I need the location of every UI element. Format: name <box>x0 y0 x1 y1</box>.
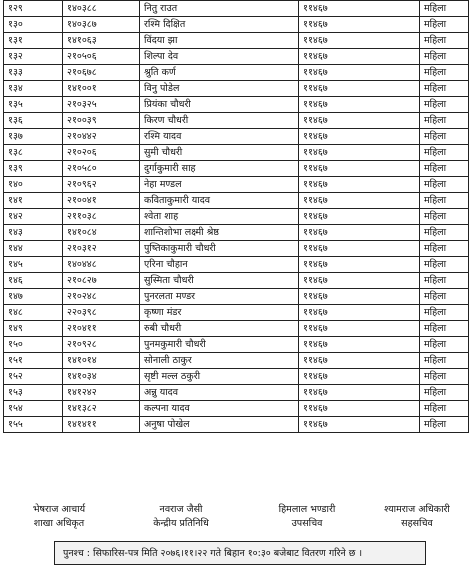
candidate-name-cell: कविताकुमारी यादव <box>140 193 299 209</box>
serial-number-cell: १४६ <box>4 273 63 289</box>
roll-number-cell: २१०९६२ <box>63 177 140 193</box>
category-cell: महिला <box>420 369 469 385</box>
table-row <box>4 369 469 385</box>
table-row <box>4 321 469 337</box>
serial-number-cell: १४८ <box>4 305 63 321</box>
candidate-name-cell: विनु पोडेल <box>140 81 299 97</box>
code-cell: ११४६७ <box>299 241 420 257</box>
code-cell: ११४६७ <box>299 81 420 97</box>
roll-number-cell: १४१०१४ <box>63 353 140 369</box>
candidate-table-body <box>4 1 469 433</box>
signature-title: केन्द्रीय प्रतिनिधि <box>153 518 209 529</box>
table-row <box>4 337 469 353</box>
serial-number-cell: १५० <box>4 337 63 353</box>
candidate-name-cell: श्वेता शाह <box>140 209 299 225</box>
category-cell: महिला <box>420 33 469 49</box>
category-cell: महिला <box>420 241 469 257</box>
signature-name: भेषराज आचार्य <box>32 504 86 515</box>
category-cell: महिला <box>420 273 469 289</box>
code-cell: ११४६७ <box>299 113 420 129</box>
signature-4 <box>362 503 472 531</box>
serial-number-cell: १४० <box>4 177 63 193</box>
candidate-name-cell: अनुषा पोखेल <box>140 417 299 433</box>
category-cell: महिला <box>420 193 469 209</box>
serial-number-cell: १५२ <box>4 369 63 385</box>
candidate-name-cell: पुनमकुमारी चौधरी <box>140 337 299 353</box>
code-cell: ११४६७ <box>299 209 420 225</box>
code-cell: ११४६७ <box>299 129 420 145</box>
signature-title: उपसचिव <box>291 518 323 529</box>
category-cell: महिला <box>420 417 469 433</box>
roll-number-cell: २१०४४२ <box>63 129 140 145</box>
serial-number-cell: १५४ <box>4 401 63 417</box>
table-row <box>4 33 469 49</box>
signature-block <box>0 503 474 535</box>
signature-name: नवराज जैसी <box>159 504 203 515</box>
candidate-name-cell: शान्तिशोभा लक्ष्मी श्रेष्ठ <box>140 225 299 241</box>
serial-number-cell: १३३ <box>4 65 63 81</box>
serial-number-cell: १४५ <box>4 257 63 273</box>
candidate-name-cell: नेहा मण्डल <box>140 177 299 193</box>
code-cell: ११४६७ <box>299 321 420 337</box>
table-row <box>4 305 469 321</box>
candidate-name-cell: नितु राउत <box>140 1 299 17</box>
table-row <box>4 225 469 241</box>
code-cell: ११४६७ <box>299 225 420 241</box>
code-cell: ११४६७ <box>299 417 420 433</box>
table-row <box>4 49 469 65</box>
code-cell: ११४६७ <box>299 305 420 321</box>
signature-3 <box>252 503 362 531</box>
code-cell: ११४६७ <box>299 65 420 81</box>
candidate-name-cell: पुष्तिकाकुमारी चौधरी <box>140 241 299 257</box>
signature-title: सहसचिव <box>401 518 433 529</box>
candidate-name-cell: रश्मि यादव <box>140 129 299 145</box>
candidate-name-cell: सुमी चौधरी <box>140 145 299 161</box>
candidate-name-cell: अन्नु यादव <box>140 385 299 401</box>
table-row <box>4 65 469 81</box>
serial-number-cell: १३० <box>4 17 63 33</box>
roll-number-cell: १४०३८७ <box>63 17 140 33</box>
roll-number-cell: १४१३८२ <box>63 401 140 417</box>
candidate-name-cell: विंदया झा <box>140 33 299 49</box>
candidate-name-cell: कल्पना यादव <box>140 401 299 417</box>
serial-number-cell: १३४ <box>4 81 63 97</box>
code-cell: ११४६७ <box>299 193 420 209</box>
table-row <box>4 209 469 225</box>
candidate-name-cell: कृष्णा मंडर <box>140 305 299 321</box>
signature-1 <box>14 503 104 531</box>
roll-number-cell: २१०३२५ <box>63 97 140 113</box>
category-cell: महिला <box>420 225 469 241</box>
code-cell: ११४६७ <box>299 97 420 113</box>
table-row <box>4 273 469 289</box>
table-row <box>4 241 469 257</box>
table-row <box>4 385 469 401</box>
roll-number-cell: १४१४११ <box>63 417 140 433</box>
category-cell: महिला <box>420 321 469 337</box>
candidate-name-cell: एरिना चौहान <box>140 257 299 273</box>
serial-number-cell: १४२ <box>4 209 63 225</box>
table-row <box>4 353 469 369</box>
table-row <box>4 161 469 177</box>
category-cell: महिला <box>420 113 469 129</box>
roll-number-cell: २१०६७८ <box>63 65 140 81</box>
candidate-name-cell: रुबी चौधरी <box>140 321 299 337</box>
table-row <box>4 81 469 97</box>
table-row <box>4 257 469 273</box>
signature-name: हिमलाल भण्डारी <box>278 504 336 515</box>
table-row <box>4 113 469 129</box>
category-cell: महिला <box>420 305 469 321</box>
candidate-name-cell: किरण चौधरी <box>140 113 299 129</box>
code-cell: ११४६७ <box>299 161 420 177</box>
serial-number-cell: १३९ <box>4 161 63 177</box>
code-cell: ११४६७ <box>299 289 420 305</box>
category-cell: महिला <box>420 177 469 193</box>
serial-number-cell: १५१ <box>4 353 63 369</box>
table-row <box>4 1 469 17</box>
serial-number-cell: १४७ <box>4 289 63 305</box>
code-cell: ११४६७ <box>299 17 420 33</box>
category-cell: महिला <box>420 49 469 65</box>
roll-number-cell: २१०५८० <box>63 161 140 177</box>
candidate-name-cell: शिल्पा देव <box>140 49 299 65</box>
roll-number-cell: १४१०८४ <box>63 225 140 241</box>
candidate-name-cell: पुनरलता मण्डर <box>140 289 299 305</box>
code-cell: ११४६७ <box>299 33 420 49</box>
serial-number-cell: १४९ <box>4 321 63 337</box>
category-cell: महिला <box>420 385 469 401</box>
candidate-name-cell: दुर्गाकुमारी साह <box>140 161 299 177</box>
category-cell: महिला <box>420 129 469 145</box>
candidate-table <box>3 0 469 433</box>
serial-number-cell: १३१ <box>4 33 63 49</box>
code-cell: ११४६७ <box>299 385 420 401</box>
candidate-name-cell: सुस्मिता चौधरी <box>140 273 299 289</box>
serial-number-cell: १५३ <box>4 385 63 401</box>
category-cell: महिला <box>420 161 469 177</box>
table-row <box>4 289 469 305</box>
code-cell: ११४६७ <box>299 49 420 65</box>
table-row <box>4 17 469 33</box>
serial-number-cell: १३७ <box>4 129 63 145</box>
code-cell: ११४६७ <box>299 1 420 17</box>
roll-number-cell: २१०३१२ <box>63 241 140 257</box>
candidate-name-cell: प्रियंका चौधरी <box>140 97 299 113</box>
category-cell: महिला <box>420 97 469 113</box>
serial-number-cell: १४१ <box>4 193 63 209</box>
category-cell: महिला <box>420 257 469 273</box>
serial-number-cell: १३५ <box>4 97 63 113</box>
candidate-name-cell: सृष्टी मल्ल ठकुरी <box>140 369 299 385</box>
table-row <box>4 97 469 113</box>
category-cell: महिला <box>420 401 469 417</box>
serial-number-cell: १४४ <box>4 241 63 257</box>
table-row <box>4 417 469 433</box>
table-row <box>4 145 469 161</box>
table-row <box>4 193 469 209</box>
roll-number-cell: १४१०६३ <box>63 33 140 49</box>
roll-number-cell: २१०८२७ <box>63 273 140 289</box>
category-cell: महिला <box>420 145 469 161</box>
serial-number-cell: १३६ <box>4 113 63 129</box>
category-cell: महिला <box>420 1 469 17</box>
roll-number-cell: २१०२४८ <box>63 289 140 305</box>
serial-number-cell: १५५ <box>4 417 63 433</box>
signature-title: शाखा अधिकृत <box>33 518 85 529</box>
candidate-name-cell: श्रुति कर्ण <box>140 65 299 81</box>
roll-number-cell: २२०३९८ <box>63 305 140 321</box>
roll-number-cell: १४१००१ <box>63 81 140 97</box>
serial-number-cell: १३२ <box>4 49 63 65</box>
code-cell: ११४६७ <box>299 145 420 161</box>
postscript-note: पुनश्च : सिफारिस-पत्र मिति २०७६।११।२२ गते बिहान १०:३० बजेबाट वितरण गरिने छ । <box>54 541 426 565</box>
roll-number-cell: २१००४१ <box>63 193 140 209</box>
serial-number-cell: १२९ <box>4 1 63 17</box>
code-cell: ११४६७ <box>299 273 420 289</box>
table-row <box>4 129 469 145</box>
code-cell: ११४६७ <box>299 401 420 417</box>
category-cell: महिला <box>420 209 469 225</box>
roll-number-cell: १४०४४८ <box>63 257 140 273</box>
roll-number-cell: २१०९२८ <box>63 337 140 353</box>
code-cell: ११४६७ <box>299 337 420 353</box>
category-cell: महिला <box>420 65 469 81</box>
table-row <box>4 177 469 193</box>
signature-name: श्यामराज अधिकारी <box>384 504 450 515</box>
category-cell: महिला <box>420 337 469 353</box>
category-cell: महिला <box>420 81 469 97</box>
code-cell: ११४६७ <box>299 177 420 193</box>
code-cell: ११४६७ <box>299 353 420 369</box>
roll-number-cell: १४०३८८ <box>63 1 140 17</box>
signature-2 <box>126 503 236 531</box>
candidate-name-cell: सोनाली ठाकुर <box>140 353 299 369</box>
code-cell: ११४६७ <box>299 257 420 273</box>
table-row <box>4 401 469 417</box>
roll-number-cell: २१०२०६ <box>63 145 140 161</box>
serial-number-cell: १४३ <box>4 225 63 241</box>
category-cell: महिला <box>420 17 469 33</box>
roll-number-cell: २११०३८ <box>63 209 140 225</box>
roll-number-cell: २१०५०६ <box>63 49 140 65</box>
category-cell: महिला <box>420 353 469 369</box>
roll-number-cell: २१०४११ <box>63 321 140 337</box>
candidate-name-cell: रश्मि दिक्षित <box>140 17 299 33</box>
roll-number-cell: २१००३९ <box>63 113 140 129</box>
roll-number-cell: १४१२४२ <box>63 385 140 401</box>
roll-number-cell: १४१०३४ <box>63 369 140 385</box>
serial-number-cell: १३८ <box>4 145 63 161</box>
category-cell: महिला <box>420 289 469 305</box>
code-cell: ११४६७ <box>299 369 420 385</box>
